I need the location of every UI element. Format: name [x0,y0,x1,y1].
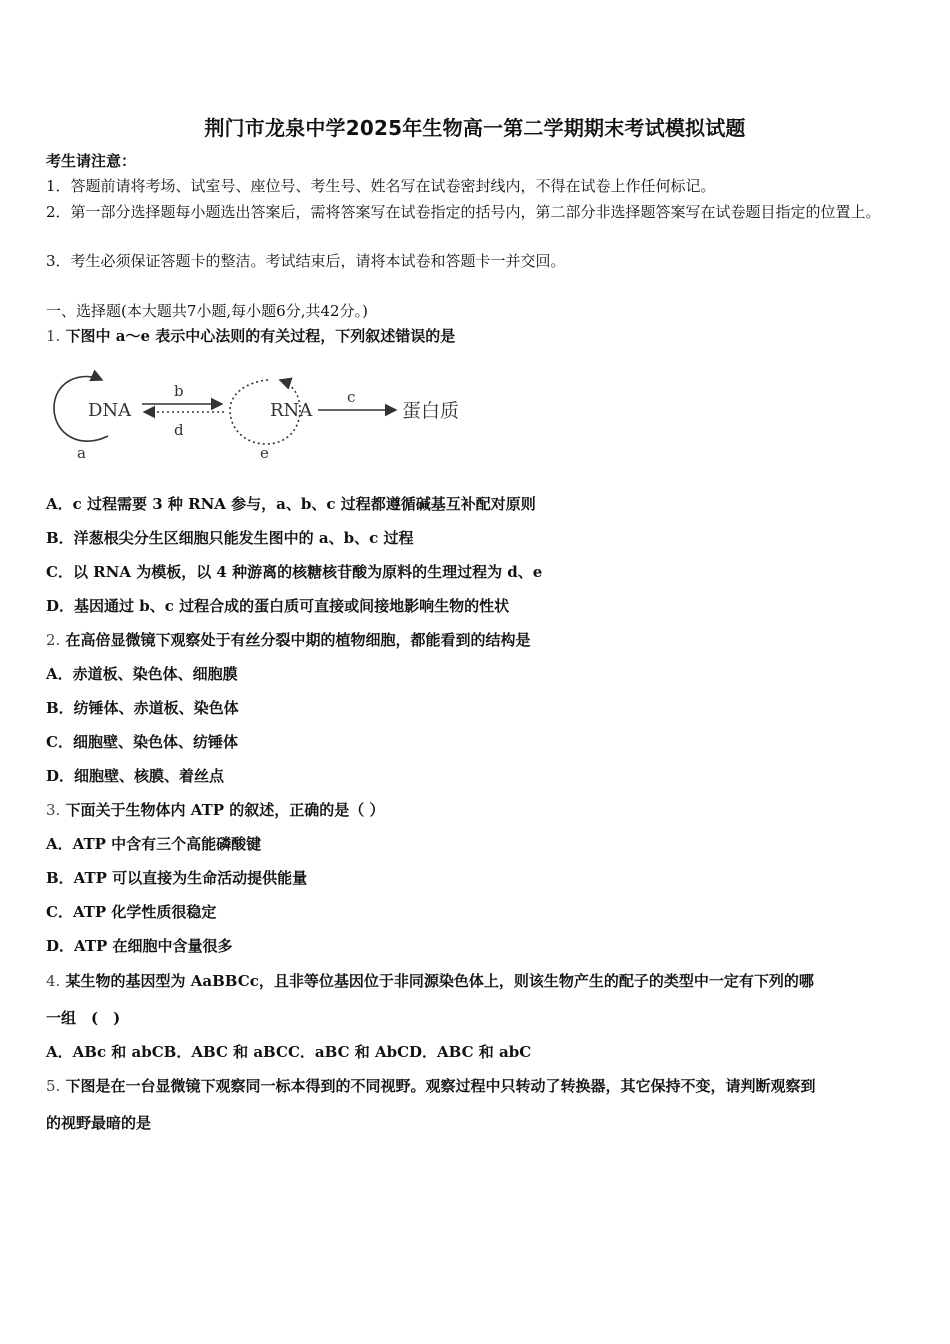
question-5-stem [46,1075,906,1097]
question-2-stem [46,629,906,651]
notice-heading: 考生请注意： [46,152,137,170]
q4-options: A．ABc 和 abCB．ABC 和 aBCC．aBC 和 AbCD．ABC 和 abC [46,1043,532,1061]
central-dogma-diagram [50,368,475,466]
label-e: e [260,444,269,462]
rna-label: RNA [270,400,313,421]
q1-option-a: A．c 过程需要 3 种 RNA 参与，a、b、c 过程都遵循碱基互补配对原则 [46,495,536,513]
question-number: 2. [46,631,61,649]
q3-option-d: D．ATP 在细胞中含量很多 [46,937,233,955]
q2-option-b: B．纺锤体、赤道板、染色体 [46,699,239,717]
question-5-stem-cont: 的视野最暗的是 [46,1114,152,1132]
question-number: 1. [46,327,61,345]
label-c: c [347,388,356,406]
dna-label: DNA [88,400,132,421]
label-a: a [77,444,86,462]
question-number: 3. [46,801,61,819]
q3-option-b: B．ATP 可以直接为生命活动提供能量 [46,869,308,887]
question-4-stem-cont: 一组 ( ) [46,1009,121,1027]
notice-item-2: 2．第一部分选择题每小题选出答案后，需将答案写在试卷指定的括号内，第二部分非选择题答案写在试卷题目指定的位置上。 [46,203,881,221]
label-d: d [174,421,184,439]
question-1-stem [46,325,906,347]
question-text: 下图中 a～e 表示中心法则的有关过程，下列叙述错误的是 [65,327,456,345]
diagram-svg [50,368,475,466]
question-text: 下面关于生物体内 ATP 的叙述，正确的是（ ） [65,801,385,819]
question-text: 某生物的基因型为 AaBBCc，且非等位基因位于非同源染色体上，则该生物产生的配子的类型中一定有下列的哪 [65,972,814,990]
q1-option-b: B．洋葱根尖分生区细胞只能发生图中的 a、b、c 过程 [46,529,414,547]
question-3-stem [46,799,906,821]
question-text: 下图是在一台显微镜下观察同一标本得到的不同视野。观察过程中只转动了转换器，其它保持不变，请判断观察到 [65,1077,816,1095]
q2-option-c: C．细胞壁、染色体、纺锤体 [46,733,238,751]
notice-item-1: 1．答题前请将考场、试室号、座位号、考生号、姓名写在试卷密封线内，不得在试卷上作任何标记。 [46,177,716,195]
q3-option-a: A．ATP 中含有三个高能磷酸键 [46,835,262,853]
q1-option-c: C．以 RNA 为模板，以 4 种游离的核糖核苷酸为原料的生理过程为 d、e [46,563,543,581]
q1-option-d: D．基因通过 b、c 过程合成的蛋白质可直接或间接地影响生物的性状 [46,597,510,615]
protein-label: 蛋白质 [402,400,460,422]
question-text: 在高倍显微镜下观察处于有丝分裂中期的植物细胞，都能看到的结构是 [65,631,531,649]
question-number: 4. [46,972,61,990]
question-number: 5. [46,1077,61,1095]
q3-option-c: C．ATP 化学性质很稳定 [46,903,217,921]
section-heading: 一、选择题(本大题共7小题,每小题6分,共42分。) [46,302,368,320]
page-title: 荆门市龙泉中学2025年生物高一第二学期期末考试模拟试题 [204,116,746,140]
q2-option-a: A．赤道板、染色体、细胞膜 [46,665,238,683]
q2-option-d: D．细胞壁、核膜、着丝点 [46,767,225,785]
label-b: b [174,382,184,400]
question-4-stem [46,970,906,992]
notice-item-3: 3．考生必须保证答题卡的整洁。考试结束后，请将本试卷和答题卡一并交回。 [46,252,566,270]
